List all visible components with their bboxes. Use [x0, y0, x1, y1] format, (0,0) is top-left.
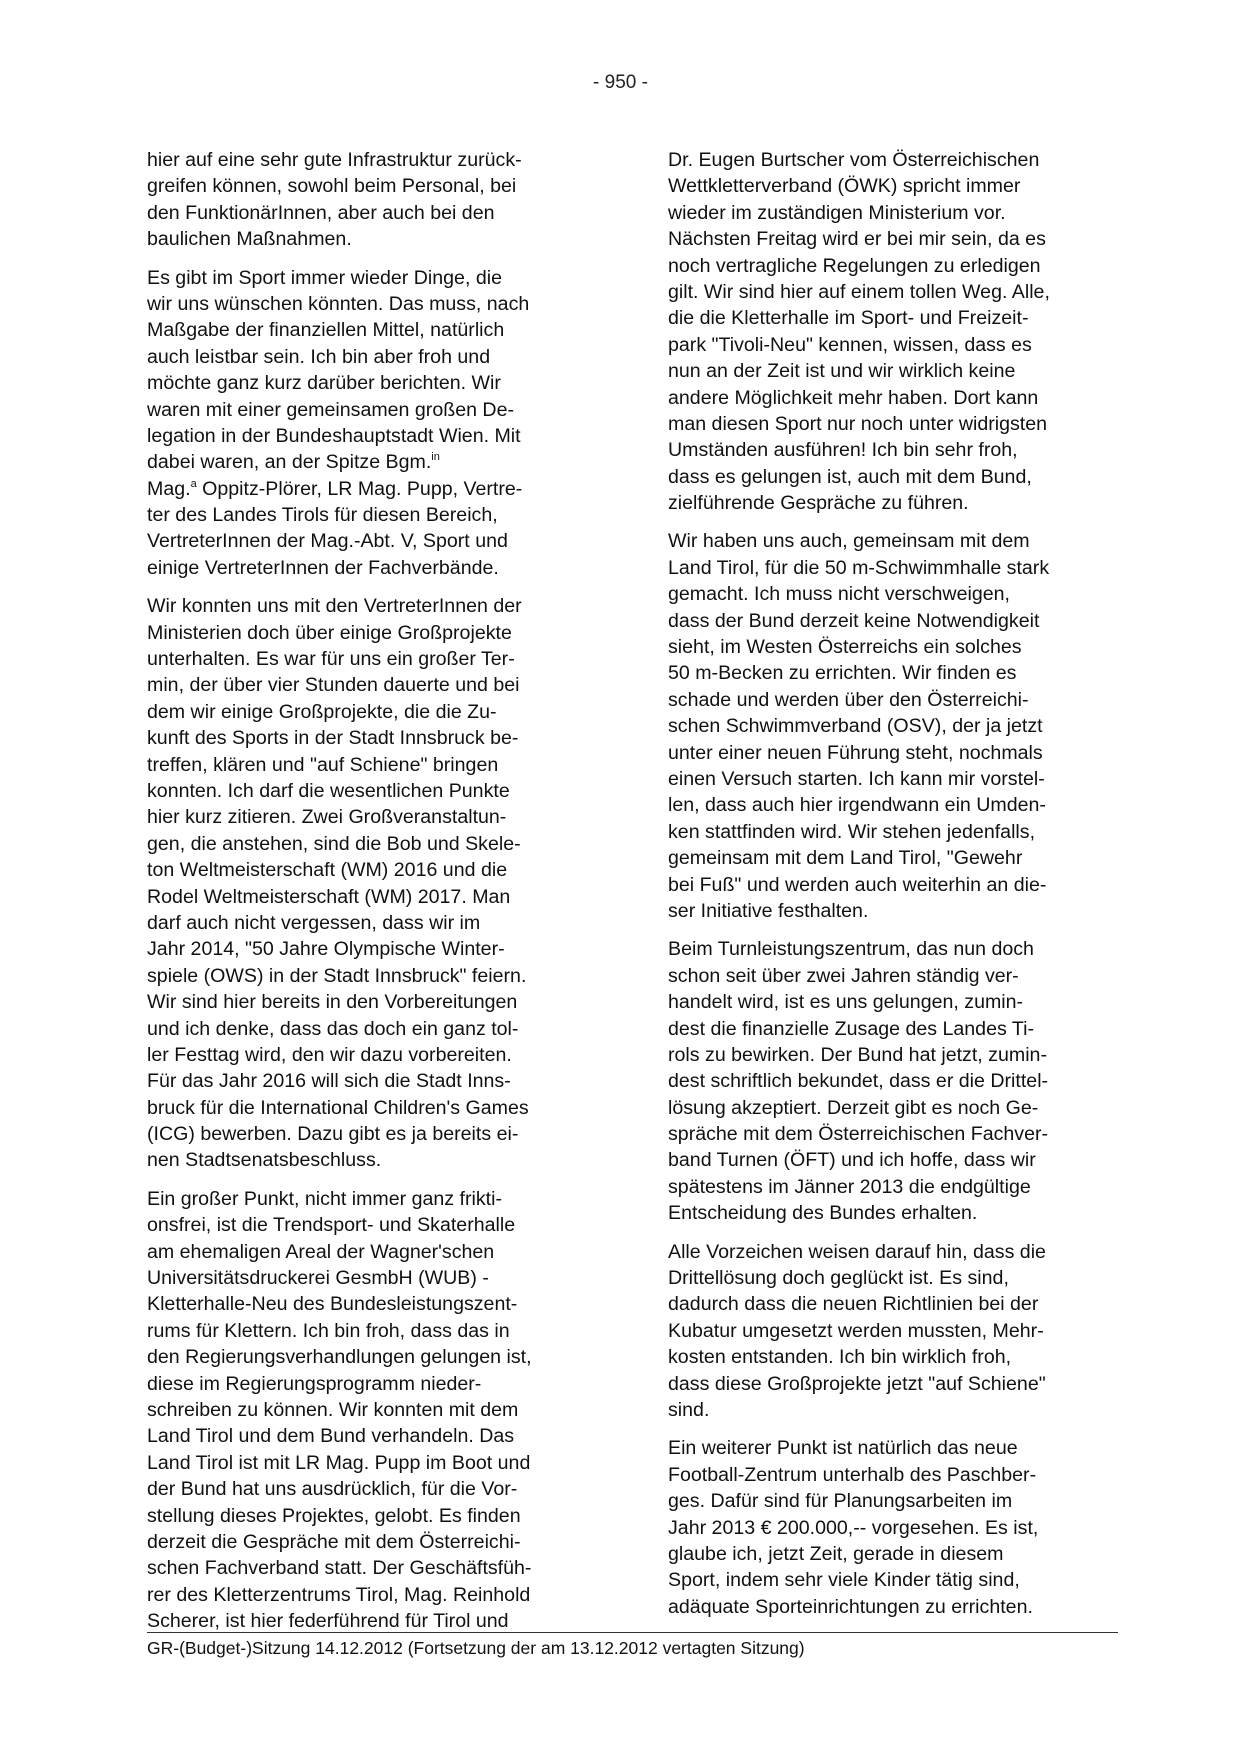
text-line: Universitätsdruckerei GesmbH (WUB) - [147, 1267, 489, 1290]
text-line: lösung akzeptiert. Derzeit gibt es noch Ge- [668, 1096, 1039, 1119]
text-line: waren mit einer gemeinsamen großen De- [147, 398, 515, 421]
text-line: handelt wird, ist es uns gelungen, zumin- [668, 991, 1024, 1014]
text-line: baulichen Maßnahmen. [147, 228, 352, 251]
text-segment: dabei waren, an der Spitze Bgm. [147, 451, 432, 474]
text-line: schreiben zu können. Wir konnten mit dem [147, 1398, 519, 1421]
text-line: schade und werden über den Österreichi- [668, 688, 1029, 711]
paragraph [668, 936, 1118, 1226]
text-line: legation in der Bundeshauptstadt Wien. Mit [147, 424, 521, 447]
text-line: Scherer, ist hier federführend für Tirol und [147, 1610, 509, 1633]
superscript: in [431, 451, 440, 464]
text-line: greifen können, sowohl beim Personal, bei [147, 175, 517, 198]
text-line: dest schriftlich bekundet, dass er die Drittel- [668, 1070, 1049, 1093]
text-line: einen Versuch starten. Ich kann mir vorstel- [668, 767, 1045, 790]
text-line: min, der über vier Stunden dauerte und bei [147, 674, 520, 697]
text-line: Beim Turnleistungszentrum, das nun doch [668, 938, 1034, 961]
text-line: noch vertragliche Regelungen zu erledigen [668, 254, 1041, 277]
text-line [147, 476, 597, 502]
text-line: wieder im zuständigen Ministerium vor. [668, 201, 1006, 224]
text-line: Es gibt im Sport immer wieder Dinge, die [147, 266, 502, 289]
text-line: Land Tirol, für die 50 m-Schwimmhalle stark [668, 556, 1050, 579]
text-line: kunft des Sports in der Stadt Innsbruck be- [147, 727, 519, 750]
text-line: rums für Klettern. Ich bin froh, dass das in [147, 1319, 510, 1342]
text-line: dass diese Großprojekte jetzt "auf Schiene" [668, 1372, 1046, 1395]
footer-text: GR-(Budget-)Sitzung 14.12.2012 (Fortsetzung der am 13.12.2012 vertagten Sitzung) [147, 1638, 805, 1658]
right-column [668, 147, 1118, 1632]
text-line: dass der Bund derzeit keine Notwendigkeit [668, 609, 1040, 632]
text-line: und ich denke, dass das doch ein ganz tol- [147, 1017, 519, 1040]
text-line: nen Stadtsenatsbeschluss. [147, 1149, 382, 1172]
text-line: man diesen Sport nur noch unter widrigsten [668, 412, 1048, 435]
text-line: zielführende Gespräche zu führen. [668, 492, 969, 515]
paragraph [668, 1239, 1118, 1424]
paragraph [147, 265, 597, 582]
paragraph [668, 528, 1118, 924]
text-line: dem wir einige Großprojekte, die die Zu- [147, 700, 497, 723]
text-line: bei Fuß" und werden auch weiterhin an die- [668, 873, 1047, 896]
text-line: ter des Landes Tirols für diesen Bereich, [147, 504, 498, 527]
text-line: den Regierungsverhandlungen gelungen ist, [147, 1346, 532, 1369]
text-line: nun an der Zeit ist und wir wirklich keine [668, 360, 1016, 383]
text-line: auch leistbar sein. Ich bin aber froh und [147, 345, 491, 368]
text-line: rols zu bewirken. Der Bund hat jetzt, zumin- [668, 1043, 1047, 1066]
text-line: Maßgabe der finanziellen Mittel, natürlich [147, 319, 505, 342]
text-line: Ein weiterer Punkt ist natürlich das neue [668, 1437, 1018, 1460]
text-line: der Bund hat uns ausdrücklich, für die Vor- [147, 1478, 518, 1501]
text-line: gilt. Wir sind hier auf einem tollen Weg. Alle, [668, 280, 1050, 303]
text-line: bruck für die International Children's Games [147, 1096, 529, 1119]
text-line: Alle Vorzeichen weisen darauf hin, dass die [668, 1240, 1046, 1263]
text-line: band Turnen (ÖFT) und ich hoffe, dass wir [668, 1149, 1036, 1172]
text-line: Land Tirol und dem Bund verhandeln. Das [147, 1425, 515, 1448]
text-line: schen Schwimmverband (OSV), der ja jetzt [668, 715, 1043, 738]
paragraph [668, 147, 1118, 516]
text-line: spätestens im Jänner 2013 die endgültige [668, 1175, 1031, 1198]
text-line: wir uns wünschen könnten. Das muss, nach [147, 292, 530, 315]
text-line: Jahr 2013 € 200.000,-- vorgesehen. Es ist, [668, 1516, 1039, 1539]
text-line: park "Tivoli-Neu" kennen, wissen, dass es [668, 333, 1032, 356]
page-number: - 950 - [593, 72, 648, 93]
text-line: dadurch dass die neuen Richtlinien bei der [668, 1293, 1039, 1316]
text-line: darf auch nicht vergessen, dass wir im [147, 911, 481, 934]
text-line: Ministerien doch über einige Großprojekte [147, 621, 512, 644]
text-line: onsfrei, ist die Trendsport- und Skaterhalle [147, 1214, 516, 1237]
text-line: Wir sind hier bereits in den Vorbereitungen [147, 991, 518, 1014]
text-line: VertreterInnen der Mag.-Abt. V, Sport und [147, 530, 508, 553]
text-line: dass es gelungen ist, auch mit dem Bund, [668, 465, 1032, 488]
text-line: Nächsten Freitag wird er bei mir sein, da es [668, 228, 1046, 251]
text-line: Land Tirol ist mit LR Mag. Pupp im Boot und [147, 1451, 531, 1474]
text-line: sieht, im Westen Österreichs ein solches [668, 636, 1022, 659]
superscript: a [190, 477, 197, 490]
text-line: Entscheidung des Bundes erhalten. [668, 1202, 978, 1225]
text-line: gemacht. Ich muss nicht verschweigen, [668, 583, 1010, 606]
text-line: ler Festtag wird, den wir dazu vorbereiten. [147, 1043, 512, 1066]
text-line: unter einer neuen Führung steht, nochmals [668, 741, 1043, 764]
text-line: Kubatur umgesetzt werden mussten, Mehr- [668, 1319, 1044, 1342]
text-line: konnten. Ich darf die wesentlichen Punkte [147, 779, 510, 802]
text-line: treffen, klären und "auf Schiene" bringen [147, 753, 499, 776]
text-line: Wir konnten uns mit den VertreterInnen der [147, 595, 522, 618]
paragraph [147, 593, 597, 1174]
text-line: schen Fachverband statt. Der Geschäftsfüh- [147, 1557, 532, 1580]
text-line: spiele (OWS) in der Stadt Innsbruck" feiern. [147, 964, 527, 987]
text-line: möchte ganz kurz darüber berichten. Wir [147, 372, 501, 395]
text-line: unterhalten. Es war für uns ein großer Ter- [147, 648, 515, 671]
text-line: adäquate Sporteinrichtungen zu errichten. [668, 1595, 1033, 1618]
text-line: Rodel Weltmeisterschaft (WM) 2017. Man [147, 885, 511, 908]
text-line: ser Initiative festhalten. [668, 899, 869, 922]
text-line: 50 m-Becken zu errichten. Wir finden es [668, 662, 1017, 685]
text-segment: Mag. [147, 477, 191, 500]
text-line: andere Möglichkeit mehr haben. Dort kann [668, 386, 1039, 409]
text-line: Für das Jahr 2016 will sich die Stadt Inns- [147, 1070, 511, 1093]
text-line: sind. [668, 1398, 710, 1421]
paragraph [147, 1186, 597, 1635]
text-line: Football-Zentrum unterhalb des Paschber- [668, 1463, 1037, 1486]
left-column [147, 147, 597, 1646]
text-line: Wir haben uns auch, gemeinsam mit dem [668, 530, 1030, 553]
text-line: stellung dieses Projektes, gelobt. Es finden [147, 1504, 521, 1527]
text-line: Dr. Eugen Burtscher vom Österreichischen [668, 149, 1040, 171]
text-line: kosten entstanden. Ich bin wirklich froh, [668, 1346, 1012, 1369]
text-line: Ein großer Punkt, nicht immer ganz frikti- [147, 1187, 502, 1210]
text-line: Drittellösung doch geglückt ist. Es sind, [668, 1267, 1009, 1290]
text-line: schon seit über zwei Jahren ständig ver- [668, 964, 1019, 987]
text-line: ken stattfinden wird. Wir stehen jedenfalls, [668, 820, 1036, 843]
text-line: spräche mit dem Österreichischen Fachver- [668, 1123, 1049, 1146]
text-line: Wettkletterverband (ÖWK) spricht immer [668, 175, 1021, 198]
text-line: die die Kletterhalle im Sport- und Freizeit- [668, 307, 1029, 330]
text-line: len, dass auch hier irgendwann ein Umden- [668, 794, 1046, 817]
text-line: gen, die anstehen, sind die Bob und Skele- [147, 832, 521, 855]
text-segment: Oppitz-Plörer, LR Mag. Pupp, Vertre- [196, 477, 523, 500]
text-line: Jahr 2014, "50 Jahre Olympische Winter- [147, 938, 505, 961]
text-line: (ICG) bewerben. Dazu gibt es ja bereits ei- [147, 1123, 519, 1146]
text-line: Umständen ausführen! Ich bin sehr froh, [668, 439, 1018, 462]
text-line: hier auf eine sehr gute Infrastruktur zurück- [147, 149, 522, 171]
text-line: den FunktionärInnen, aber auch bei den [147, 201, 495, 224]
paragraph [147, 147, 597, 253]
text-line: Sport, indem sehr viele Kinder tätig sind, [668, 1569, 1020, 1592]
text-line: einige VertreterInnen der Fachverbände. [147, 556, 499, 579]
text-line: rer des Kletterzentrums Tirol, Mag. Reinhold [147, 1583, 531, 1606]
paragraph [668, 1435, 1118, 1620]
text-line: dest die finanzielle Zusage des Landes Ti- [668, 1017, 1034, 1040]
text-line: ton Weltmeisterschaft (WM) 2016 und die [147, 859, 508, 882]
text-line: am ehemaligen Areal der Wagner'schen [147, 1240, 495, 1263]
text-line [147, 449, 597, 475]
footer-divider [147, 1632, 1118, 1633]
text-line: derzeit die Gespräche mit dem Österreichi- [147, 1530, 521, 1553]
text-line: hier kurz zitieren. Zwei Großveranstaltun- [147, 806, 507, 829]
text-line: gemeinsam mit dem Land Tirol, "Gewehr [668, 847, 1023, 870]
text-line: diese im Regierungsprogramm nieder- [147, 1372, 482, 1395]
text-line: Kletterhalle-Neu des Bundesleistungszent- [147, 1293, 518, 1316]
text-line: ges. Dafür sind für Planungsarbeiten im [668, 1490, 1013, 1513]
text-line: glaube ich, jetzt Zeit, gerade in diesem [668, 1542, 1004, 1565]
